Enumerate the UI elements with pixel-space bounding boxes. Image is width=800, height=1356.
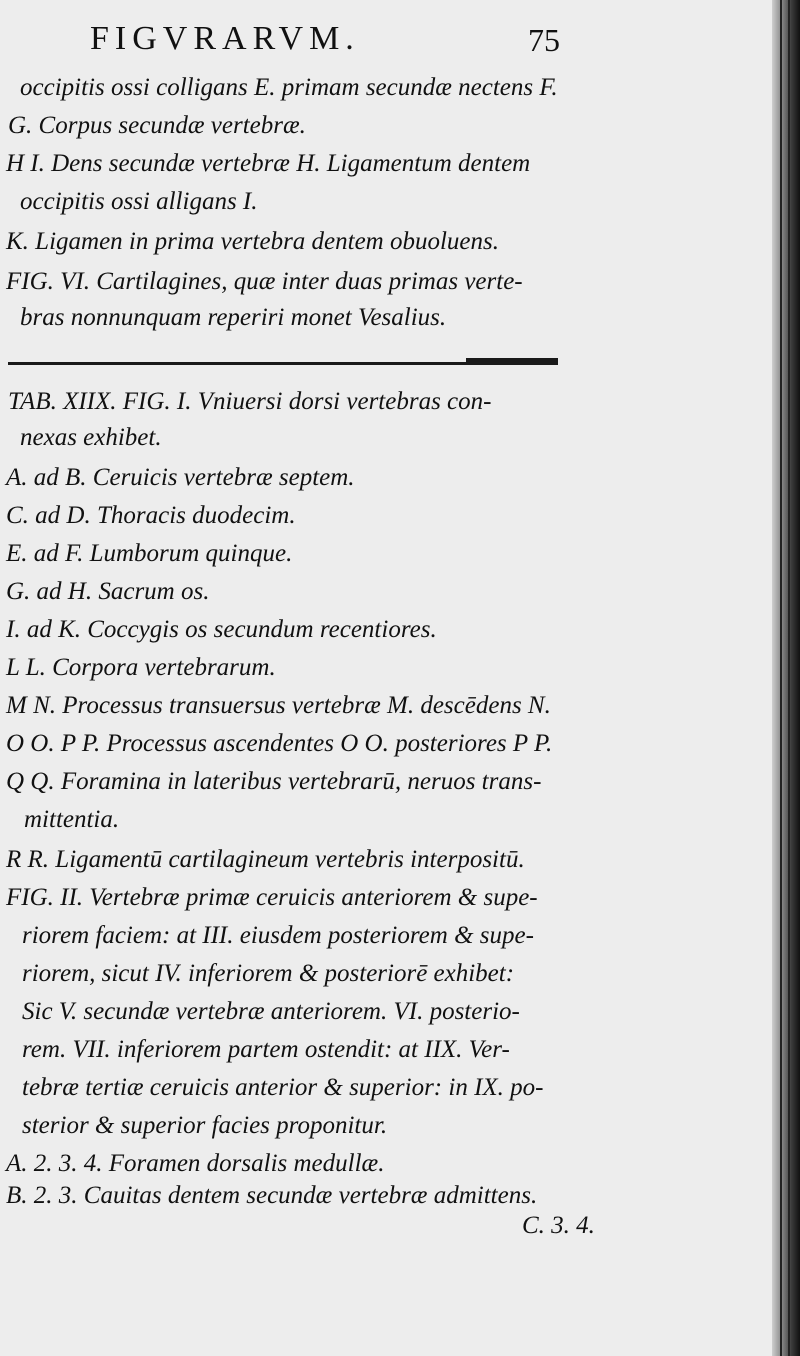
text-line: FIG. II. Vertebræ primæ ceruicis anteriorem & supe-: [6, 884, 538, 911]
text-line: riorem, sicut IV. inferiorem & posteriorē exhibet:: [22, 960, 515, 987]
text-line: Q Q. Foramina in lateribus vertebrarū, neruos trans-: [6, 768, 542, 795]
text-line: E. ad F. Lumborum quinque.: [6, 540, 293, 567]
text-line: I. ad K. Coccygis os secundum recentiores.: [6, 616, 437, 643]
text-line: occipitis ossi colligans E. primam secundæ nectens F.: [20, 74, 558, 101]
text-line: TAB. XIIX. FIG. I. Vniuersi dorsi vertebras con-: [8, 388, 492, 415]
text-line: rem. VII. inferiorem partem ostendit: at IIX. Ver-: [22, 1036, 510, 1063]
text-line: sterior & superior facies proponitur.: [22, 1112, 388, 1139]
text-line: O O. P P. Processus ascendentes O O. posteriores P P.: [6, 730, 553, 757]
text-line: mittentia.: [24, 806, 120, 833]
page-edge-shadow: [772, 0, 800, 1356]
text-line: A. ad B. Ceruicis vertebræ septem.: [6, 464, 355, 491]
text-line: H I. Dens secundæ vertebræ H. Ligamentum dentem: [6, 150, 531, 177]
text-line: K. Ligamen in prima vertebra dentem obuoluens.: [6, 228, 500, 255]
text-line: G. Corpus secundæ vertebræ.: [8, 112, 306, 139]
text-line: L L. Corpora vertebrarum.: [6, 654, 276, 681]
section-rule-accent: [466, 358, 558, 362]
text-line: C. ad D. Thoracis duodecim.: [6, 502, 296, 529]
text-line: R R. Ligamentū cartilagineum vertebris interpositū.: [6, 846, 525, 873]
text-line: B. 2. 3. Cauitas dentem secundæ vertebræ admittens.: [6, 1182, 538, 1209]
text-line: occipitis ossi alligans I.: [20, 188, 258, 215]
text-line: FIG. VI. Cartilagines, quæ inter duas primas verte-: [6, 268, 523, 295]
text-line: Sic V. secundæ vertebræ anteriorem. VI. posterio-: [22, 998, 520, 1025]
page-edge-line: [780, 0, 782, 1356]
text-line: M N. Processus transuersus vertebræ M. descēdens N.: [6, 692, 551, 719]
text-line: nexas exhibet.: [20, 424, 162, 451]
section-rule: [8, 362, 558, 365]
text-line: riorem faciem: at III. eiusdem posteriorem & supe-: [22, 922, 534, 949]
text-line: G. ad H. Sacrum os.: [6, 578, 210, 605]
page-number: 75: [528, 22, 560, 58]
text-line: bras nonnunquam reperiri monet Vesalius.: [20, 304, 447, 331]
running-head: FIGVRARVM.: [90, 20, 360, 57]
text-line: tebræ tertiæ ceruicis anterior & superior: in IX. po-: [22, 1074, 544, 1101]
catchword: C. 3. 4.: [522, 1212, 595, 1239]
text-line: A. 2. 3. 4. Foramen dorsalis medullæ.: [6, 1150, 385, 1177]
page-edge-line: [788, 0, 790, 1356]
